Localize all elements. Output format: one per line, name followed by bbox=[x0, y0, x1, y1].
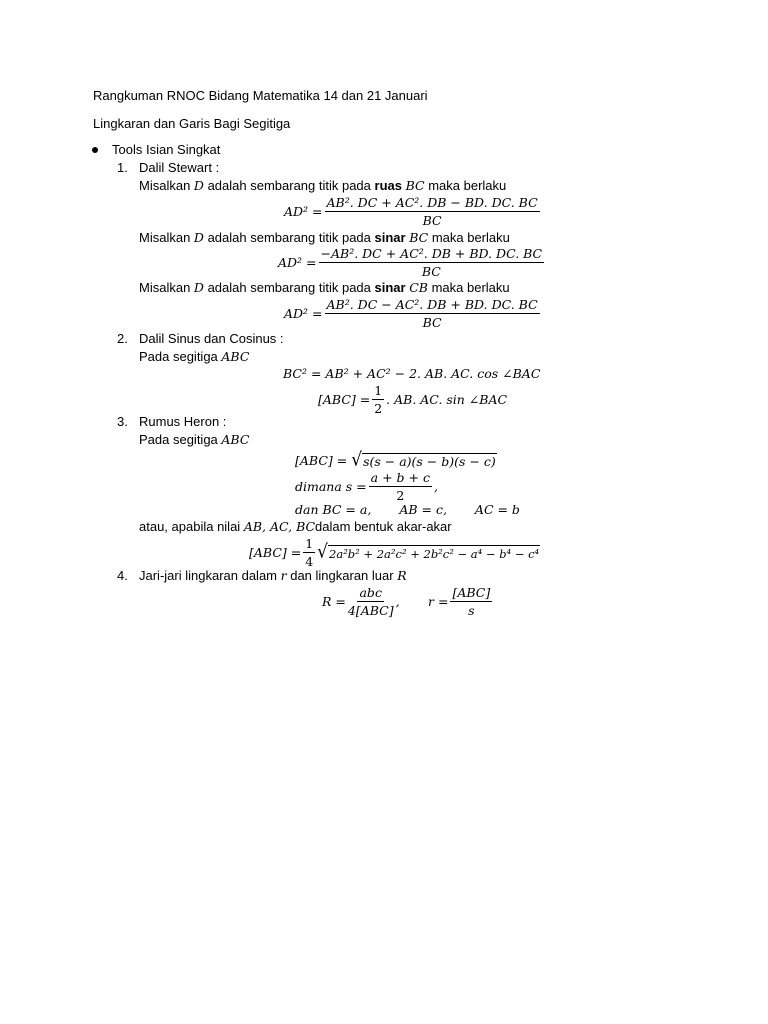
stewart-case-text: Misalkan D adalah sembarang titik pada sinar CB maka berlaku bbox=[139, 280, 510, 295]
stewart-case-text: Misalkan D adalah sembarang titik pada sinar BC maka berlaku bbox=[139, 230, 510, 245]
heron-formula: [ABC] = √ s(s − a)(s − b)(s − c) bbox=[295, 448, 496, 471]
item-label: Dalil Sinus dan Cosinus : bbox=[139, 331, 284, 346]
item-number: 4. bbox=[117, 568, 128, 583]
side-definitions: dan BC = a, AB = c, AC = b bbox=[295, 502, 520, 517]
semiperimeter-formula: dimana s = $\frac{a + b + c}{2}$ , bbox=[295, 470, 438, 503]
alternate-note: atau, apabila nilai AB, AC, BCdalam bentuk akar-akar bbox=[139, 519, 452, 534]
stewart-formula: AD² = $\frac{\text{AB². DC + AC². DB − BD. DC. BC}}{BC}$ bbox=[284, 195, 538, 228]
item-label: Dalil Stewart : bbox=[139, 160, 220, 175]
document-title: Rangkuman RNOC Bidang Matematika 14 dan 21 Januari bbox=[93, 88, 428, 103]
item-intro: Pada segitiga ABC bbox=[139, 349, 250, 364]
item-label: Jari-jari lingkaran dalam r dan lingkaran luar R bbox=[139, 568, 407, 583]
section-title: Lingkaran dan Garis Bagi Segitiga bbox=[93, 116, 291, 131]
item-label: Rumus Heron : bbox=[139, 414, 227, 429]
item-number: 1. bbox=[117, 160, 128, 175]
stewart-formula: AD² = $\frac{\text{AB². DC − AC². DB + BD. DC. BC}}{BC}$ bbox=[284, 297, 538, 330]
inradius-formula: r = $\frac{\text{[ABC]}}{s}$ bbox=[428, 585, 491, 618]
area-sine-formula: [ABC] = $\frac{1}{2}$ . AB. AC. sin ∠BAC bbox=[318, 383, 508, 416]
stewart-formula: AD² = $\frac{\text{−AB². DC + AC². DB + BD. DC. BC}}{BC}$ bbox=[278, 246, 543, 279]
stewart-case-text: Misalkan D adalah sembarang titik pada ruas BC maka berlaku bbox=[139, 178, 507, 193]
bullet-label: Tools Isian Singkat bbox=[112, 142, 221, 157]
item-intro: Pada segitiga ABC bbox=[139, 432, 250, 447]
circumradius-formula: R = $\frac{\text{abc}}{\text{4[ABC]}}$ , bbox=[322, 585, 400, 618]
item-number: 3. bbox=[117, 414, 128, 429]
area-sides-formula: [ABC] = $\frac{1}{4}$ √ 2a²b² + 2a²c² + 2b²c² − a⁴ − b⁴ − c⁴ bbox=[249, 536, 540, 569]
item-number: 2. bbox=[117, 331, 128, 346]
cosine-formula: BC² = AB² + AC² − 2. AB. AC. cos ∠BAC bbox=[283, 366, 541, 381]
bullet-icon bbox=[92, 147, 98, 153]
